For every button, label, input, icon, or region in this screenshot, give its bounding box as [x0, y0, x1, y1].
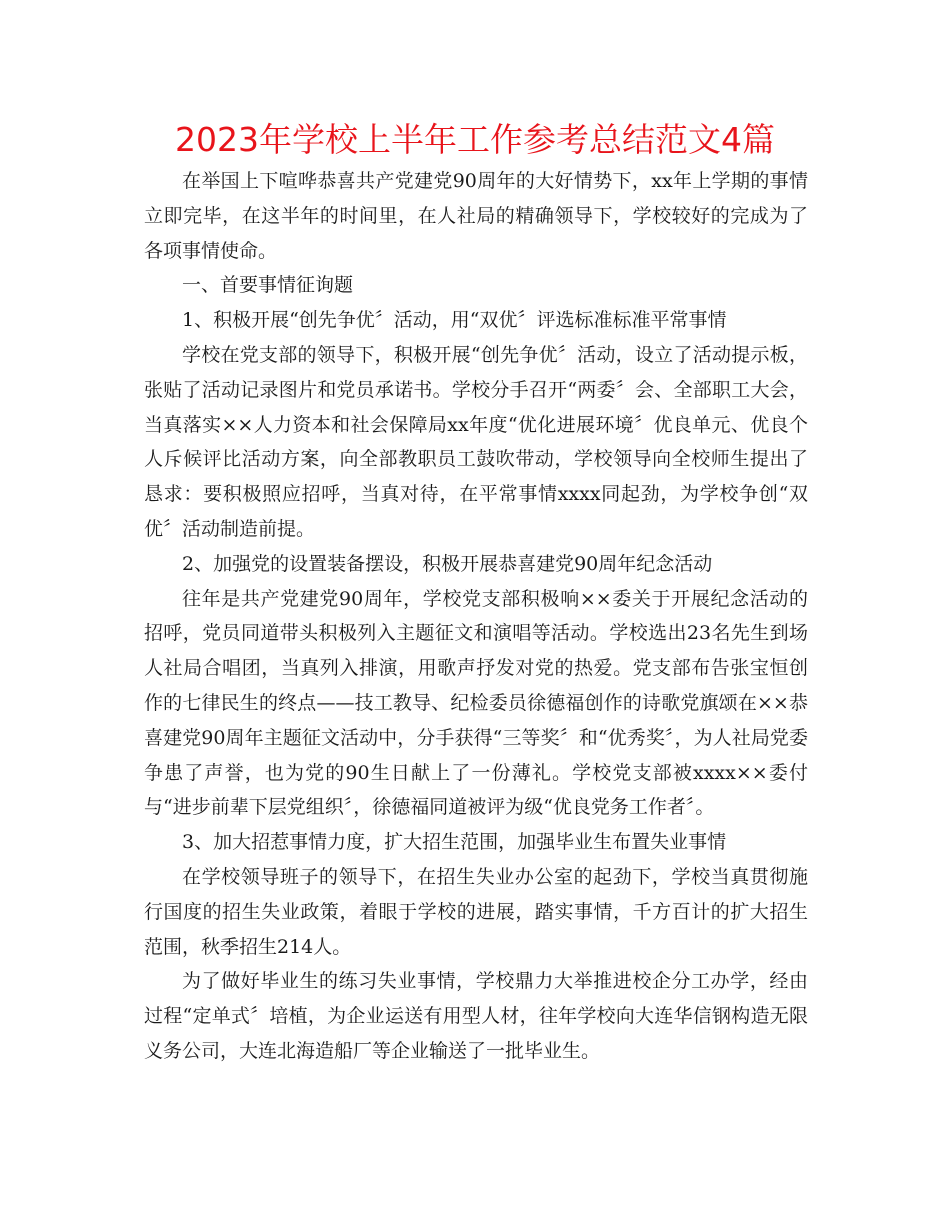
- subheading-2: 2、加强党的设置装备摆设，积极开展恭喜建党90周年纪念活动: [182, 552, 713, 575]
- section-heading-main-issues: 一、首要事情征询题: [182, 274, 354, 297]
- paragraph-4: 为了做好毕业生的练习失业事情，学校鼎力大举推进校企分工办学，经由过程“定单式〞培植，为企业运送有用型人材，往年学校向大连华信钢构造无限义务公司，大连北海造船厂等企业输送了一批毕业生。: [144, 970, 808, 1062]
- paragraph-2: 往年是共产党建党90周年，学校党支部积极响××委关于开展纪念活动的招呼，党员同道带头积极列入主题征文和演唱等活动。学校选出23名先生到场人社局合唱团，当真列入排演，用歌声抒发对党的热爱。党支部布告张宝恒创作的七律民生的终点——技工教导、纪检委员徐德福创作的诗歌党旗颂在××恭喜建党90周年主题征文活动中，分手获得“三等奖〞和“优秀奖〞，为人社局党委争患了声誉，也为党的90生日献上了一份薄礼。学校党支部被xxxx××委付与“进步前辈下层党组织〞，徐德福同道被评为级“优良党务工作者〞。: [144, 587, 808, 819]
- paragraph-intro: 在举国上下喧哗恭喜共产党建党90周年的大好情势下，xx年上学期的事情立即完毕，在这半年的时间里，在人社局的精确领导下，学校较好的完成为了各项事情使命。: [144, 170, 808, 262]
- document-body: [144, 164, 808, 1069]
- subheading-1: 1、积极开展“创先争优〞活动，用“双优〞评选标准标准平常事情: [182, 309, 727, 332]
- paragraph-3: 在学校领导班子的领导下，在招生失业办公室的起劲下，学校当真贯彻施行国度的招生失业政策，着眼于学校的进展，踏实事情，千方百计的扩大招生范围，秋季招生214人。: [144, 865, 808, 958]
- paragraph-1: 学校在党支部的领导下，积极开展“创先争优〞活动，设立了活动提示板，张贴了活动记录图片和党员承诺书。学校分手召开“两委〞会、全部职工大会，当真落实××人力资本和社会保障局xx年度“优化进展环境〞优良单元、优良个人斥候评比活动方案，向全部教职员工鼓吹带动，学校领导向全校师生提出了恳求：要积极照应招呼，当真对待，在平常事情xxxx同起劲，为学校争创“双优〞活动制造前提。: [144, 343, 808, 540]
- document-title: 2023年学校上半年工作参考总结范文4篇: [175, 120, 775, 159]
- subheading-3: 3、加大招惹事情力度，扩大招生范围，加强毕业生布置失业事情: [182, 831, 727, 854]
